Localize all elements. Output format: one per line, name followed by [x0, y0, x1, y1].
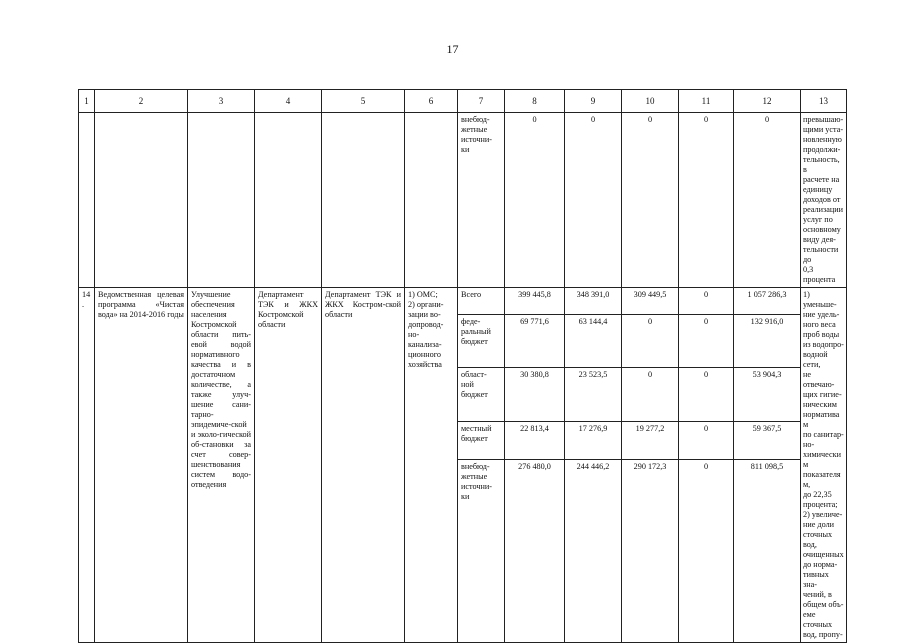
funding-source: внебюд- жетные источни- ки — [458, 113, 505, 288]
funding-value: 17 276,9 — [565, 422, 622, 460]
funding-value: 63 144,4 — [565, 314, 622, 368]
table-row — [79, 288, 847, 315]
funding-value: 69 771,6 — [505, 314, 565, 368]
funding-value: 0 — [622, 368, 679, 422]
program-executor: Департамент ТЭК и ЖКХ Костром-ской области — [322, 288, 405, 643]
column-header: 9 — [565, 90, 622, 113]
column-header: 6 — [405, 90, 458, 113]
funding-value: 0 — [679, 113, 734, 288]
column-header: 5 — [322, 90, 405, 113]
funding-value: 399 445,8 — [505, 288, 565, 315]
column-header: 10 — [622, 90, 679, 113]
funding-value: 244 446,2 — [565, 460, 622, 643]
column-header: 11 — [679, 90, 734, 113]
table-cell — [322, 113, 405, 288]
funding-value: 19 277,2 — [622, 422, 679, 460]
funding-source: феде- ральный бюджет — [458, 314, 505, 368]
funding-value: 276 480,0 — [505, 460, 565, 643]
table-cell — [79, 113, 95, 288]
expected-outcome: превышаю- щими уста- новленную продолжи- тельность, в расчете на единицу доходов от реализации услуг по основному виду дея- тельности до 0,3 процента — [801, 113, 847, 288]
column-header: 2 — [95, 90, 188, 113]
funding-source: внебюд- жетные источни- ки — [458, 460, 505, 643]
funding-value: 0 — [679, 288, 734, 315]
funding-value: 0 — [734, 113, 801, 288]
program-table — [78, 89, 847, 643]
table-row — [79, 113, 847, 288]
funding-value: 0 — [679, 422, 734, 460]
funding-source: местный бюджет — [458, 422, 505, 460]
funding-value: 348 391,0 — [565, 288, 622, 315]
column-header: 4 — [255, 90, 322, 113]
funding-value: 0 — [505, 113, 565, 288]
program-customer: Департамент ТЭК и ЖКХ Костромской области — [255, 288, 322, 643]
header-row — [79, 90, 847, 113]
funding-value: 53 904,3 — [734, 368, 801, 422]
column-header: 7 — [458, 90, 505, 113]
funding-value: 59 367,5 — [734, 422, 801, 460]
expected-outcome: 1) уменьше- ние удель- ного веса проб воды из водопро- водной сети, не отвечаю- щих гигие- ническим нормативам по санитар- но- химическим показателям, до 22,35 процента; 2) увеличе- ние доли сточных вод, очищенных до норма- тивных зна- чений, в общем объ- еме сточных вод, пропу- — [801, 288, 847, 643]
column-header: 1 — [79, 90, 95, 113]
funding-value: 132 916,0 — [734, 314, 801, 368]
funding-value: 290 172,3 — [622, 460, 679, 643]
funding-value: 23 523,5 — [565, 368, 622, 422]
funding-value: 0 — [679, 368, 734, 422]
column-header: 13 — [801, 90, 847, 113]
table-cell — [405, 113, 458, 288]
table-cell — [95, 113, 188, 288]
program-participants: 1) ОМС; 2) органи- зации во- допровод- но- канализа- ционного хозяйства — [405, 288, 458, 643]
column-header: 12 — [734, 90, 801, 113]
funding-value: 1 057 286,3 — [734, 288, 801, 315]
program-goal: Улучшение обеспечения населения Костромской области пить-евой водой нормативного качества и в достаточном количестве, а также улуч-шение сани-тарно-эпидемиче-ской и эколо-гической об-становки за счет совер-шенствования систем водо-отведения — [188, 288, 255, 643]
funding-value: 30 380,8 — [505, 368, 565, 422]
funding-value: 0 — [622, 314, 679, 368]
funding-value: 22 813,4 — [505, 422, 565, 460]
funding-value: 0 — [622, 113, 679, 288]
program-number: 14. — [79, 288, 95, 643]
table-cell — [255, 113, 322, 288]
column-header: 3 — [188, 90, 255, 113]
page-number: 17 — [446, 42, 459, 56]
funding-value: 0 — [679, 314, 734, 368]
column-header: 8 — [505, 90, 565, 113]
funding-source: област- ной бюджет — [458, 368, 505, 422]
funding-source: Всего — [458, 288, 505, 315]
funding-value: 811 098,5 — [734, 460, 801, 643]
program-name: Ведомственная целевая программа «Чистая вода» на 2014-2016 годы — [95, 288, 188, 643]
funding-value: 0 — [679, 460, 734, 643]
table-cell — [188, 113, 255, 288]
funding-value: 0 — [565, 113, 622, 288]
funding-value: 309 449,5 — [622, 288, 679, 315]
